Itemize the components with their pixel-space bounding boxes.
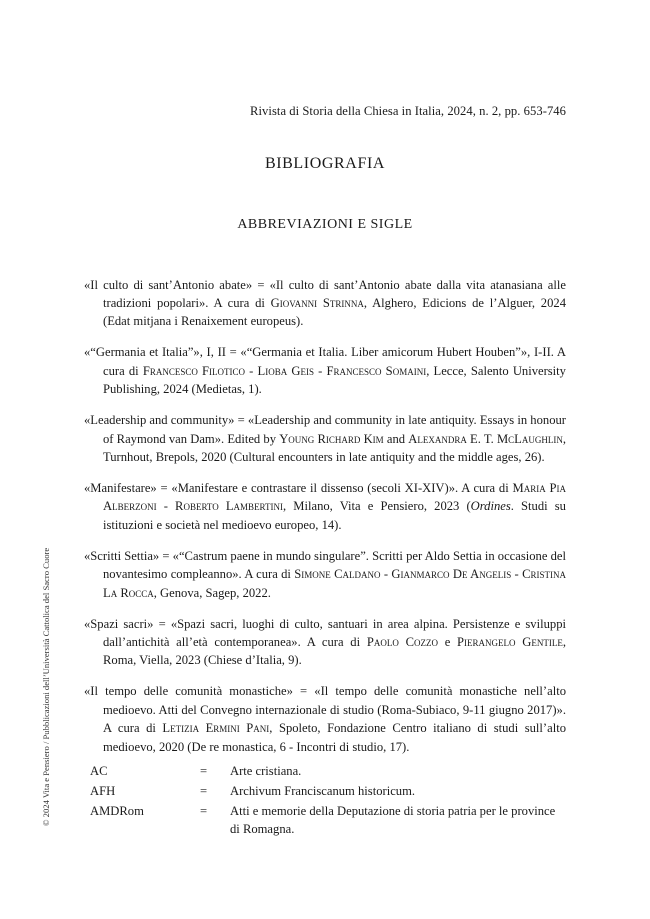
entry-series: . Studi su istituzioni e società nel medioevo europeo, 14). [103, 499, 566, 532]
entry-title: «“Castrum paene in mundo singulare”. Scritti per Aldo Settia in occasione del novantesimo compleanno». A cura di [103, 548, 566, 582]
entry-publication: , Lecce, Salento University Publishing, 2024 (Medietas, 1). [103, 363, 566, 397]
entry-title: «Il tempo delle comunità monastiche nell’alto medioevo. Atti del Convegno internazionale di studio (Roma-Subiaco, 9-11 giugno 2017)». A cura di [103, 684, 566, 736]
entry-editors: Young Richard Kim [279, 431, 384, 446]
entry-editors: Maria Pia Alberzoni - Roberto Lambertini [103, 481, 566, 514]
entry-publication: , Milano, Vita e Pensiero, 2023 ( [283, 499, 471, 514]
entry-equals: = [153, 616, 171, 631]
running-head: Rivista di Storia della Chiesa in Italia, 2024, n. 2, pp. 653-746 [250, 104, 566, 118]
abbreviation-equals: = [200, 764, 208, 778]
entry-publication: , Turnhout, Brepols, 2020 (Cultural encounters in late antiquity and the middle ages, 26). [103, 431, 566, 465]
section-title: BIBLIOGRAFIA [264, 155, 386, 172]
entry-spazi-sacri [84, 615, 566, 670]
abbreviation-row [84, 782, 566, 800]
entry-equals: = [252, 277, 270, 292]
entry-publication: , Alghero, Edicions de l’Alguer, 2024 (Edat mitjana i Renaixement europeus). [103, 296, 566, 329]
abbreviation-code: AMDRom [90, 803, 144, 818]
entry-title: «Manifestare e contrastare il dissenso (secoli XI-XIV)». A cura di [171, 481, 513, 496]
entry-editors: Francesco Filotico - Lioba Geis - Francesco Somaini [142, 363, 427, 378]
entry-publication: , Genova, Sagep, 2022. [153, 585, 271, 600]
entry-key: «Scritti Settia» [84, 548, 160, 563]
entry-conjunction: e [437, 635, 458, 650]
entry-editors-2: Alexandra E. T. McLaughlin [408, 431, 563, 446]
entry-equals: = [225, 345, 241, 360]
entry-title: «“Germania et Italia. Liber amicorum Hubert Houben”», I-II. A cura di [103, 345, 566, 378]
entry-series-italic: Ordines [470, 499, 511, 514]
entry-publication: , Spoleto, Fondazione Centro italiano di studi sull’alto medioevo, 2020 (De re monastica, 6 - Incontri di studio, 17). [103, 721, 567, 754]
abbreviation-description: Atti e memorie della Deputazione di storia patria per le province di Romagna. [230, 803, 556, 836]
entry-key: «Leadership and community» [84, 413, 235, 428]
entry-equals: = [292, 684, 315, 699]
entry-equals: = [156, 481, 172, 496]
entry-key: «Spazi sacri» [84, 616, 154, 631]
entry-editors: Simone Caldano - Gianmarco De Angelis - Cristina La Rocca [103, 567, 567, 600]
entry-equals: = [234, 413, 248, 428]
entry-key: «“Germania et Italia”», I, II [84, 345, 226, 360]
entry-publication: , Roma, Viella, 2023 (Chiese d’Italia, 9). [103, 635, 567, 668]
entry-leadership-community [84, 411, 566, 466]
entry-tempo-comunita [84, 682, 566, 756]
entry-culto-antonio [84, 276, 566, 331]
abbreviation-code: AC [90, 764, 108, 778]
entry-title: «Leadership and community in late antiquity. Essays in honour of Raymond van Dam». Edited by [103, 413, 566, 446]
abbreviation-list [84, 762, 566, 840]
abbreviation-description: Arte cristiana. [230, 764, 302, 778]
entry-title: «Spazi sacri, luoghi di culto, santuari in area alpina. Persistenze e sviluppi dall’antichità all’età contemporanea». A cura di [103, 616, 566, 650]
entry-germania-italia [84, 343, 566, 398]
abbreviation-code: AFH [90, 783, 116, 798]
abbreviation-row [84, 762, 566, 780]
entry-editors: Paolo Cozzo [366, 635, 438, 650]
copyright-side-note: © 2024 Vita e Pensiero / Pubblicazioni dell’Università Cattolica del Sacro Cuore [41, 547, 51, 826]
abbreviation-description: Archivum Franciscanum historicum. [230, 783, 416, 798]
entry-manifestare [84, 479, 566, 534]
abbreviation-row [84, 802, 566, 839]
abbreviation-equals: = [200, 783, 208, 798]
entry-editors-2: Pierangelo Gentile [457, 635, 563, 650]
entry-key: «Il culto di sant’Antonio abate» [84, 277, 253, 292]
subsection-title: ABBREVIAZIONI E SIGLE [237, 217, 413, 232]
entry-title: «Il culto di sant’Antonio abate dalla vita atanasiana alle tradizioni popolari». A cura di [103, 277, 566, 310]
bibliography-entries [84, 263, 566, 768]
entry-key: «Il tempo delle comunità monastiche» [84, 684, 293, 699]
entry-editors: Letizia Ermini Pani [162, 721, 270, 736]
entry-scritti-settia [84, 547, 566, 602]
entry-editors: Giovanni Strinna [270, 296, 364, 310]
entry-conjunction: and [383, 431, 409, 446]
entry-equals: = [159, 548, 173, 563]
abbreviation-equals: = [200, 803, 208, 818]
entry-key: «Manifestare» [84, 481, 157, 496]
